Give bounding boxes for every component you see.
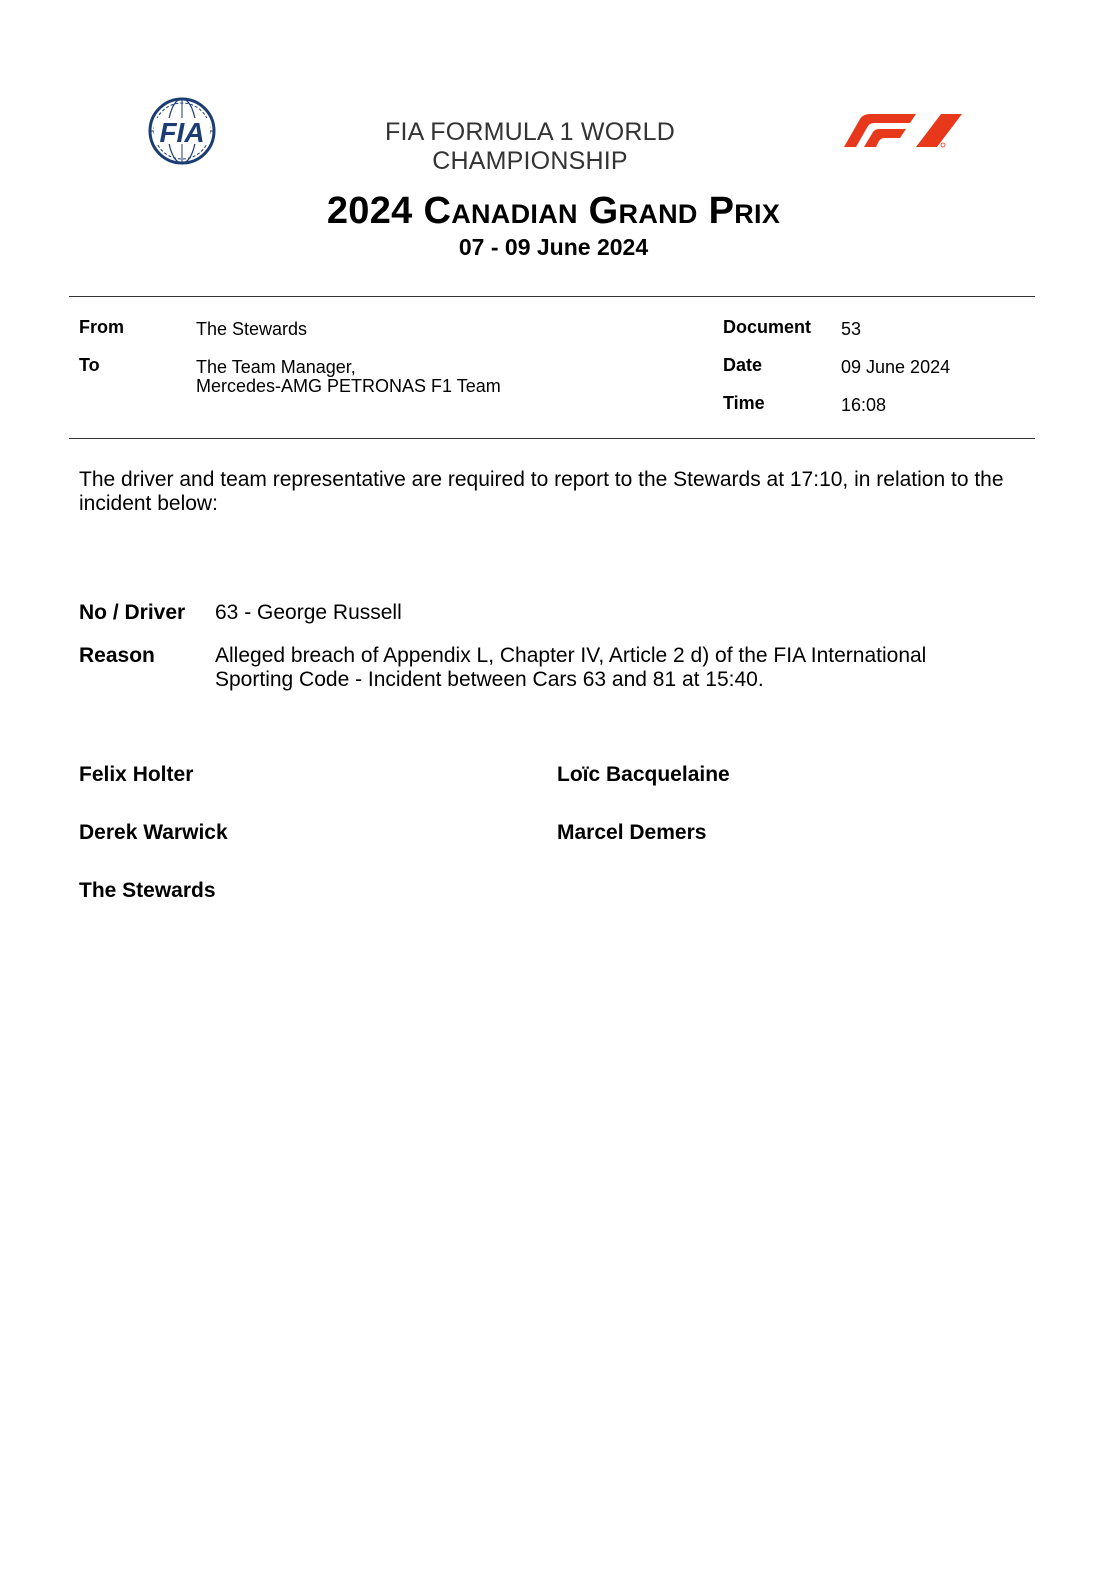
summons-line1: The driver and team representative are required to report to the Stewards at 17:10, in relation to the <box>79 468 1004 491</box>
steward-name: Loïc Bacquelaine <box>557 763 730 786</box>
steward-name: Felix Holter <box>79 763 194 786</box>
to-label: To <box>79 355 100 375</box>
top-divider <box>69 296 1035 297</box>
from-label: From <box>79 317 124 337</box>
to-value-line2: Mercedes-AMG PETRONAS F1 Team <box>196 376 501 396</box>
championship-title: FIA FORMULA 1 WORLD CHAMPIONSHIP <box>385 118 675 175</box>
date-label: Date <box>723 355 763 375</box>
bottom-divider <box>69 438 1035 439</box>
fia-logo-text: FIA <box>159 117 205 148</box>
document-number: 53 <box>841 319 862 339</box>
date-value: 09 June 2024 <box>841 357 951 377</box>
reason-line2: Sporting Code - Incident between Cars 63 and 81 at 15:40. <box>215 668 764 691</box>
event-dates: 07 - 09 June 2024 <box>458 234 649 260</box>
reason-label: Reason <box>79 644 155 667</box>
event-title: 2024 Canadian Grand Prix <box>326 190 781 232</box>
fia-logo <box>134 96 230 166</box>
steward-name: Marcel Demers <box>557 821 707 844</box>
time-label: Time <box>723 393 765 413</box>
document-label: Document <box>723 317 812 337</box>
to-value-line1: The Team Manager, <box>196 357 356 377</box>
summons-line2: incident below: <box>79 492 218 515</box>
steward-name: Derek Warwick <box>79 821 228 844</box>
driver-value: 63 - George Russell <box>215 601 402 624</box>
time-value: 16:08 <box>841 395 887 415</box>
signatory-closing: The Stewards <box>79 879 216 902</box>
f1-logo <box>830 111 968 151</box>
driver-label: No / Driver <box>79 601 186 624</box>
from-value: The Stewards <box>196 319 308 339</box>
reason-line1: Alleged breach of Appendix L, Chapter IV, Article 2 d) of the FIA International <box>215 644 927 667</box>
